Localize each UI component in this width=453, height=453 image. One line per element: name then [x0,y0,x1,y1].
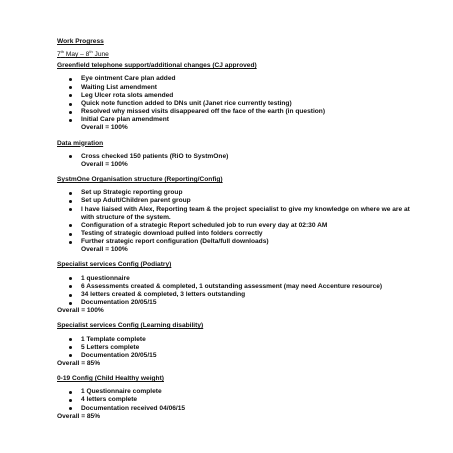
overall-systmone-structure: Overall = 100% [81,246,128,254]
list-item: Configuration of a strategic Report scheduled job to run every day at 02:30 AM [81,222,417,230]
date-range [57,48,417,59]
list-item: 5 Letters complete [81,344,417,352]
section-list-data-migration [57,153,417,161]
date-start-day: 7 [57,51,61,59]
date-start-month-to: May – 8 [65,51,90,59]
overall-greenfield: Overall = 100% [81,124,128,132]
list-item: Eye ointment Care plan added [81,75,417,83]
section-list-child-healthy-weight [57,388,417,412]
overall-child-healthy-weight: Overall = 85% [57,412,101,420]
list-item: Cross checked 150 patients (RiO to SystmOne) [81,153,417,161]
section-heading-greenfield: Greenfield telephone support/additional changes (CJ approved) [57,62,257,70]
section-heading-podiatry: Specialist services Config (Podiatry) [57,261,172,269]
document-title: Work Progress [57,38,104,45]
list-item: 4 letters complete [81,396,417,404]
list-item: Quick note function added to DNs unit (Janet rice currently testing) [81,100,417,108]
section-heading-learning-disability: Specialist services Config (Learning disability) [57,322,204,330]
document-page [57,38,417,421]
list-item: Testing of strategic download pulled into folders correctly [81,230,417,238]
list-item: 1 questionnaire [81,275,417,283]
list-item: Documentation received 04/06/15 [81,405,417,413]
list-item: Initial Care plan amendment [81,116,417,124]
list-item: Documentation 20/05/15 [81,352,417,360]
date-start-suffix: th [60,48,65,54]
list-item: Further strategic report configuration (Delta/full downloads) [81,238,417,246]
date-end-month: June [94,51,109,59]
section-list-podiatry [57,275,417,308]
section-list-learning-disability [57,336,417,360]
list-item: 1 Template complete [81,336,417,344]
list-item: Set up Strategic reporting group [81,189,417,197]
overall-learning-disability: Overall = 85% [57,360,101,367]
section-heading-child-healthy-weight: 0-19 Config (Child Healthy weight) [57,375,164,383]
section-list-greenfield [57,75,417,124]
overall-podiatry: Overall = 100% [57,307,104,315]
list-item: Leg Ulcer rota slots amended [81,92,417,100]
overall-data-migration: Overall = 100% [81,160,128,168]
section-heading-data-migration: Data migration [57,139,104,147]
date-end-suffix: th [89,48,93,54]
list-item: 34 letters created & completed, 3 letters outstanding [81,291,417,299]
list-item: 6 Assessments created & completed, 1 outstanding assessment (may need Accenture resource) [81,283,417,291]
list-item: 1 Questionnaire complete [81,388,417,396]
list-item: Waiting List amendment [81,84,417,92]
list-item: I have liaised with Alex, Reporting team & the project specialist to give my knowledge on where we are at with structure of the system. [81,206,417,222]
list-item: Documentation 20/05/15 [81,299,417,307]
section-list-systmone-structure [57,189,417,246]
list-item: Set up Adult/Children parent group [81,197,417,205]
list-item: Resolved why missed visits disappeared off the face of the earth (in question) [81,108,417,116]
section-heading-systmone-structure: SystmOne Organisation structure (Reporting/Config) [57,176,223,184]
